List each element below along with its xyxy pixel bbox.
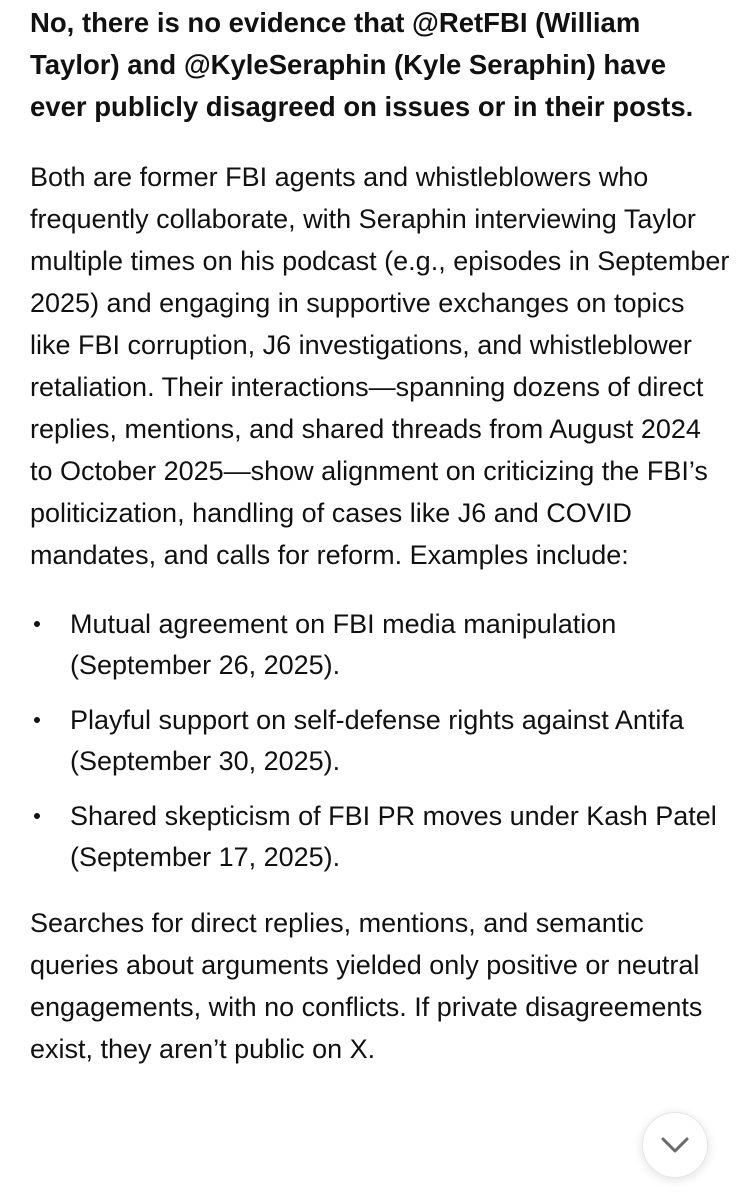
answer-heading: No, there is no evidence that @RetFBI (William Taylor) and @KyleSeraphin (Kyle Seraphin) have ever publicly disagreed on issues or in their posts. [30,7,694,122]
examples-list [30,604,730,878]
chevron-down-icon [660,1136,690,1154]
list-item-text: Mutual agreement on FBI media manipulation (September 26, 2025). [70,609,617,680]
list-item-text: Playful support on self-defense rights against Antifa (September 30, 2025). [70,705,684,776]
scroll-down-button[interactable] [642,1112,708,1178]
list-item [30,796,730,878]
list-item [30,604,730,686]
response-content [30,2,730,1098]
answer-paragraph: Both are former FBI agents and whistleblowers who frequently collaborate, with Seraphin interviewing Taylor multiple times on his podcast (e.g., episodes in September 2025) and engaging in supportive exchanges on topics like FBI corruption, J6 investigations, and whistleblower retaliation. Their interactions—spanning dozens of direct replies, mentions, and shared threads from August 2024 to October 2025—show alignment on criticizing the FBI’s politicization, handling of cases like J6 and COVID mandates, and calls for reform. Examples include: [30,162,730,570]
answer-paragraph: Searches for direct replies, mentions, and semantic queries about arguments yielded only positive or neutral engagements, with no conflicts. If private disagreements exist, they aren’t public on X. [30,908,703,1064]
bullet-icon [34,717,40,723]
list-item-text: Shared skepticism of FBI PR moves under Kash Patel (September 17, 2025). [70,801,717,872]
list-item [30,700,730,782]
bullet-icon [34,813,40,819]
bullet-icon [34,621,40,627]
